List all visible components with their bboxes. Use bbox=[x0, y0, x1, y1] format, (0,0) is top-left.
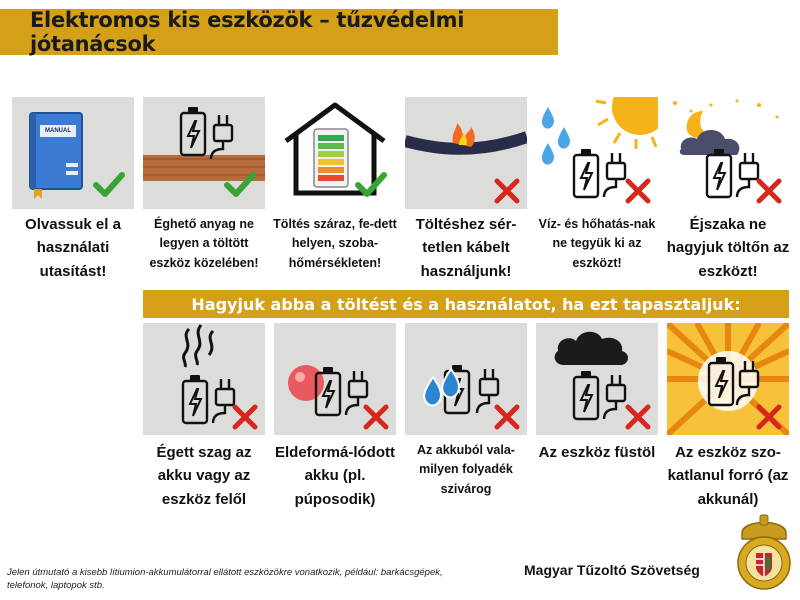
manual-label: MANUAL bbox=[45, 128, 71, 134]
tile-swollen bbox=[274, 323, 396, 435]
tile-hot bbox=[667, 323, 789, 435]
swollen-battery-icon bbox=[274, 323, 396, 435]
manual-book-icon bbox=[12, 97, 134, 209]
caption-leaking: Az akkuból vala-milyen folyadék szivárog bbox=[417, 443, 515, 496]
tile-intact-cable bbox=[405, 97, 527, 209]
tile-read-manual bbox=[12, 97, 134, 209]
caption-hot: Az eszköz szo-katlanul forró (az akkunál) bbox=[667, 444, 789, 508]
page-title: Elektromos kis eszközök – tűzvédelmi jótanácsok bbox=[30, 8, 465, 56]
tile-dry-place bbox=[274, 97, 396, 209]
tile-smoking bbox=[536, 323, 658, 435]
organization-name: Magyar Tűzoltó Szövetség bbox=[524, 562, 700, 578]
night-battery-icon bbox=[667, 97, 789, 209]
house-battery-icon bbox=[274, 97, 396, 209]
stop-usage-banner bbox=[143, 290, 789, 318]
tile-burnt-smell bbox=[143, 323, 265, 435]
burning-cable-icon bbox=[405, 97, 527, 209]
fire-association-seal-icon bbox=[736, 513, 792, 591]
stop-usage-heading: Hagyjuk abba a töltést és a használatot, ha ezt tapasztaljuk: bbox=[191, 294, 741, 314]
hot-battery-icon bbox=[667, 323, 789, 435]
caption-dry-place: Töltés száraz, fe-dett helyen, szoba-hőmérsékleten! bbox=[273, 217, 397, 270]
caption-night-charge: Éjszaka ne hagyjuk töltőn az eszközt! bbox=[666, 216, 790, 280]
tile-night-charge bbox=[667, 97, 789, 209]
smoke-smell-battery-icon bbox=[143, 323, 265, 435]
smoking-battery-icon bbox=[536, 323, 658, 435]
caption-swollen: Eldeformá-lódott akku (pl. púposodik) bbox=[275, 444, 395, 508]
title-banner bbox=[0, 9, 558, 55]
tile-no-flammables bbox=[143, 97, 265, 209]
caption-smoking: Az eszköz füstöl bbox=[538, 444, 656, 461]
battery-plug-on-wood-icon bbox=[143, 97, 265, 209]
caption-intact-cable: Töltéshez sér-tetlen kábelt használjunk! bbox=[415, 216, 517, 280]
caption-burnt-smell: Égett szag az akku vagy az eszköz felől bbox=[156, 444, 252, 508]
water-sun-battery-icon bbox=[536, 97, 658, 209]
caption-water-heat: Víz- és hőhatás-nak ne tegyük ki az eszközt! bbox=[538, 217, 656, 270]
footnote: Jelen útmutató a kisebb lítiumion-akkumulátorral ellátott eszközökre vonatkozik, például: barkácsgépek, telefonok, laptopok stb. bbox=[7, 567, 443, 591]
caption-read-manual: Olvassuk el a használati utasítást! bbox=[25, 216, 121, 280]
tile-leaking bbox=[405, 323, 527, 435]
caption-no-flammables: Éghető anyag ne legyen a töltött eszköz közelében! bbox=[149, 217, 259, 270]
tile-water-heat bbox=[536, 97, 658, 209]
leaking-battery-icon bbox=[405, 323, 527, 435]
